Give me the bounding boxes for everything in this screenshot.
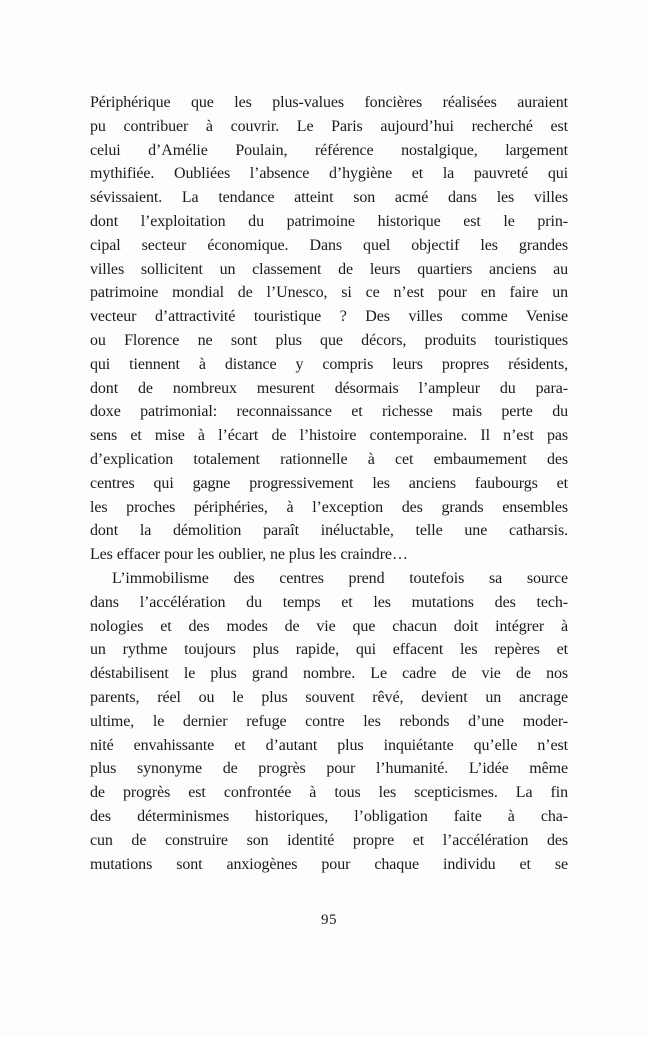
text-line: parents, réel ou le plus souvent rêvé, devient un ancrage xyxy=(90,688,568,706)
text-line: centres qui gagne progressivement les anciens faubourgs et xyxy=(90,474,568,492)
text-line: les proches périphéries, à l’exception des grands ensembles xyxy=(90,498,568,516)
page-number: 95 xyxy=(321,912,337,928)
text-line: dont la démolition paraît inéluctable, telle une catharsis. xyxy=(90,522,568,540)
text-line: dont l’exploitation du patrimoine historique est le prin- xyxy=(90,212,568,230)
text-line: qui tiennent à distance y compris leurs propres résidents, xyxy=(90,355,568,373)
text-line: de progrès est confrontée à tous les scepticismes. La fin xyxy=(90,784,568,802)
text-line: L’immobilisme des centres prend toutefois sa source xyxy=(112,569,568,587)
text-line: dans l’accélération du temps et les mutations des tech- xyxy=(90,593,568,611)
text-line: Les effacer pour les oublier, ne plus les craindre… xyxy=(90,546,408,564)
text-line: ou Florence ne sont plus que décors, produits touristiques xyxy=(90,331,568,349)
text-line: nité envahissante et d’autant plus inquiétante qu’elle n’est xyxy=(90,736,568,754)
text-line: Périphérique que les plus-values foncières réalisées auraient xyxy=(90,94,568,111)
text-line: patrimoine mondial de l’Unesco, si ce n’est pour en faire un xyxy=(90,284,568,302)
text-line: dont de nombreux mesurent désormais l’ampleur du para- xyxy=(90,379,568,397)
text-line: pu contribuer à couvrir. Le Paris aujourd’hui recherché est xyxy=(90,117,568,135)
text-line: plus synonyme de progrès pour l’humanité. L’idée même xyxy=(90,760,568,778)
body-text xyxy=(90,91,568,876)
text-line: sens et mise à l’écart de l’histoire contemporaine. Il n’est pas xyxy=(90,427,568,445)
text-line: un rythme toujours plus rapide, qui effacent les repères et xyxy=(90,641,568,659)
text-line: vecteur d’attractivité touristique ? Des villes comme Venise xyxy=(90,308,568,326)
text-line: villes sollicitent un classement de leurs quartiers anciens au xyxy=(90,260,568,278)
text-line: doxe patrimonial: reconnaissance et richesse mais perte du xyxy=(90,403,568,421)
text-line: nologies et des modes de vie que chacun doit intégrer à xyxy=(90,617,568,635)
text-line: cipal secteur économique. Dans quel objectif les grandes xyxy=(90,236,568,254)
text-line: d’explication totalement rationnelle à cet embaumement des xyxy=(90,450,568,468)
text-line: sévissaient. La tendance atteint son acmé dans les villes xyxy=(90,189,568,207)
text-line: mythifiée. Oubliées l’absence d’hygiène et la pauvreté qui xyxy=(90,165,568,183)
text-line: déstabilisent le plus grand nombre. Le cadre de vie de nos xyxy=(90,665,568,683)
text-line: cun de construire son identité propre et l’accélération des xyxy=(90,831,568,849)
text-line: celui d’Amélie Poulain, référence nostalgique, largement xyxy=(90,141,568,159)
text-line: mutations sont anxiogènes pour chaque individu et se xyxy=(90,855,568,873)
text-line: ultime, le dernier refuge contre les rebonds d’une moder- xyxy=(90,712,568,730)
text-line: des déterminismes historiques, l’obligation faite à cha- xyxy=(90,807,568,825)
